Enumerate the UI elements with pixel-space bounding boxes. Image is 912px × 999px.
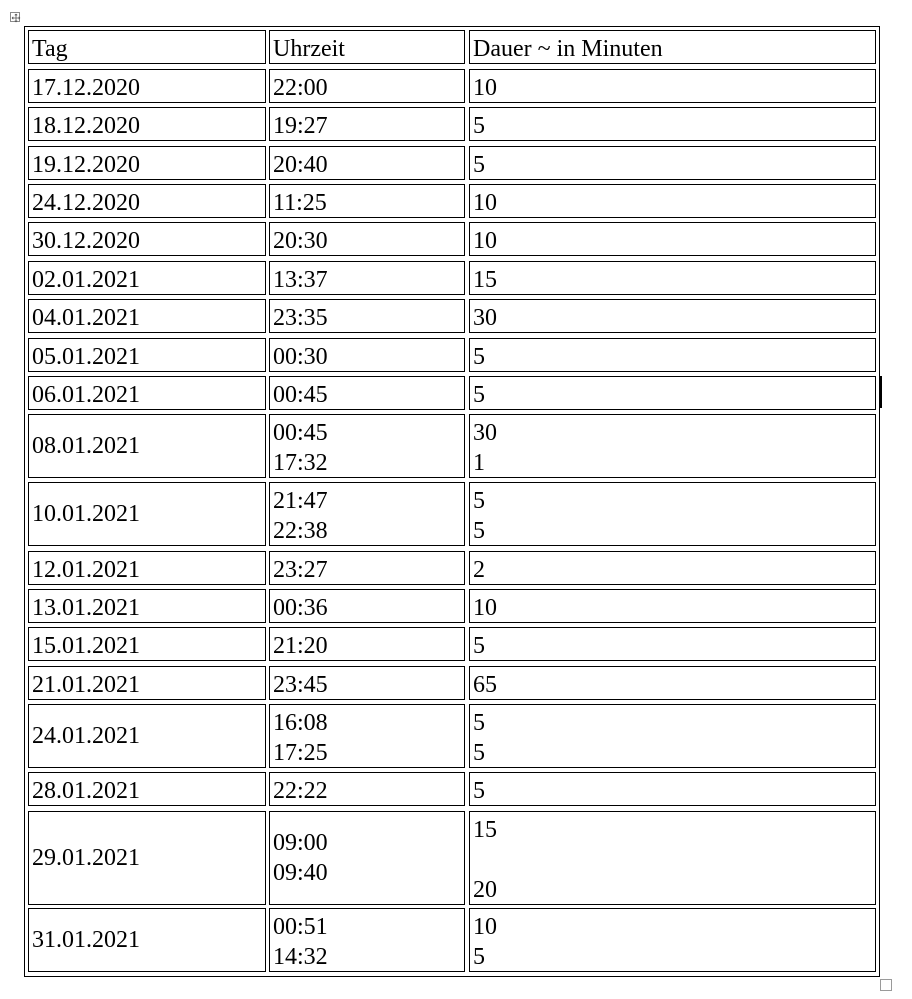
dauer-cell[interactable]	[469, 589, 876, 623]
tag-cell[interactable]	[28, 107, 266, 141]
uhrzeit-cell-text	[273, 593, 328, 623]
uhrzeit-cell-line: 23:45	[273, 672, 328, 698]
uhrzeit-cell[interactable]	[269, 69, 465, 103]
dauer-cell-line: 10	[473, 75, 497, 101]
dauer-cell[interactable]	[469, 627, 876, 661]
dauer-cell-text	[473, 486, 485, 546]
uhrzeit-cell-text	[273, 418, 328, 478]
dauer-cell-line: 1	[473, 450, 485, 476]
tag-cell-line: 31.01.2021	[32, 927, 140, 953]
uhrzeit-cell-line: 21:20	[273, 633, 328, 659]
uhrzeit-cell-line: 23:27	[273, 557, 328, 583]
dauer-cell-line: 10	[473, 595, 497, 621]
tag-cell-text	[32, 150, 140, 180]
uhrzeit-cell-text	[273, 631, 328, 661]
header-tag-cell-text	[32, 34, 68, 64]
uhrzeit-cell[interactable]	[269, 184, 465, 218]
tag-cell[interactable]	[28, 482, 266, 546]
uhrzeit-cell-line: 17:25	[273, 740, 328, 766]
uhrzeit-cell-line: 00:36	[273, 595, 328, 621]
tag-cell-text	[32, 776, 140, 806]
dauer-cell[interactable]	[469, 376, 876, 410]
tag-cell[interactable]	[28, 589, 266, 623]
tag-cell-text	[32, 843, 140, 873]
uhrzeit-cell[interactable]	[269, 627, 465, 661]
uhrzeit-cell-line: 13:37	[273, 267, 328, 293]
tag-cell-line: 12.01.2021	[32, 557, 140, 583]
dauer-cell[interactable]	[469, 811, 876, 905]
dauer-cell[interactable]	[469, 107, 876, 141]
tag-cell-line: 28.01.2021	[32, 778, 140, 804]
uhrzeit-cell-line: 00:30	[273, 344, 328, 370]
uhrzeit-cell[interactable]	[269, 376, 465, 410]
uhrzeit-cell-line: 22:38	[273, 518, 328, 544]
tag-cell-line: 15.01.2021	[32, 633, 140, 659]
text-cursor-marker	[880, 376, 882, 408]
uhrzeit-cell[interactable]	[269, 414, 465, 478]
tag-cell-line: 24.01.2021	[32, 723, 140, 749]
tag-cell[interactable]	[28, 338, 266, 372]
uhrzeit-cell[interactable]	[269, 338, 465, 372]
uhrzeit-cell-text	[273, 828, 328, 888]
uhrzeit-cell-text	[273, 708, 328, 768]
tag-cell[interactable]	[28, 222, 266, 256]
dauer-cell-text	[473, 593, 497, 623]
uhrzeit-cell[interactable]	[269, 222, 465, 256]
tag-cell[interactable]	[28, 666, 266, 700]
tag-cell-text	[32, 631, 140, 661]
dauer-cell-line: 5	[473, 710, 485, 736]
dauer-cell[interactable]	[469, 338, 876, 372]
tag-cell[interactable]	[28, 908, 266, 972]
dauer-cell[interactable]	[469, 704, 876, 768]
dauer-cell[interactable]	[469, 261, 876, 295]
uhrzeit-cell-text	[273, 912, 328, 972]
tag-cell[interactable]	[28, 69, 266, 103]
dauer-cell-text	[473, 303, 497, 333]
tag-cell-text	[32, 721, 140, 751]
tag-cell-text	[32, 593, 140, 623]
dauer-cell-line: 10	[473, 914, 497, 940]
tag-cell[interactable]	[28, 261, 266, 295]
tag-cell-text	[32, 925, 140, 955]
uhrzeit-cell[interactable]	[269, 908, 465, 972]
uhrzeit-cell-text	[273, 226, 328, 256]
uhrzeit-cell-line: 17:32	[273, 450, 328, 476]
table-move-handle-icon[interactable]	[10, 12, 20, 22]
header-dauer-cell-text	[473, 34, 663, 64]
uhrzeit-cell-line: 16:08	[273, 710, 328, 736]
tag-cell[interactable]	[28, 414, 266, 478]
dauer-cell[interactable]	[469, 69, 876, 103]
tag-cell[interactable]	[28, 184, 266, 218]
header-uhrzeit-cell-text	[273, 34, 345, 64]
dauer-cell-text	[473, 631, 485, 661]
header-uhrzeit-cell[interactable]	[269, 30, 465, 64]
dauer-cell-line: 5	[473, 518, 485, 544]
uhrzeit-cell-text	[273, 111, 328, 141]
uhrzeit-cell-text	[273, 776, 328, 806]
uhrzeit-cell-text	[273, 670, 328, 700]
dauer-cell-line: 5	[473, 152, 485, 178]
dauer-cell[interactable]	[469, 666, 876, 700]
dauer-cell[interactable]	[469, 772, 876, 806]
tag-cell[interactable]	[28, 811, 266, 905]
uhrzeit-cell-text	[273, 265, 328, 295]
dauer-cell[interactable]	[469, 184, 876, 218]
header-tag-cell-line: Tag	[32, 36, 68, 62]
dauer-cell-text	[473, 380, 485, 410]
tag-cell-line: 04.01.2021	[32, 305, 140, 331]
dauer-cell[interactable]	[469, 414, 876, 478]
uhrzeit-cell-line: 14:32	[273, 944, 328, 970]
dauer-cell-text	[473, 815, 497, 905]
uhrzeit-cell[interactable]	[269, 551, 465, 585]
tag-cell-text	[32, 265, 140, 295]
dauer-cell-line: 5	[473, 633, 485, 659]
dauer-cell-line: 65	[473, 672, 497, 698]
tag-cell[interactable]	[28, 772, 266, 806]
dauer-cell-text	[473, 188, 497, 218]
uhrzeit-cell[interactable]	[269, 146, 465, 180]
uhrzeit-cell-line: 00:51	[273, 914, 328, 940]
dauer-cell-line: 5	[473, 778, 485, 804]
header-dauer-cell-line: Dauer ~ in Minuten	[473, 36, 663, 62]
uhrzeit-cell[interactable]	[269, 482, 465, 546]
tag-cell-line: 18.12.2020	[32, 113, 140, 139]
uhrzeit-cell[interactable]	[269, 772, 465, 806]
dauer-cell-text	[473, 708, 485, 768]
tag-cell-text	[32, 226, 140, 256]
tag-cell-line: 19.12.2020	[32, 152, 140, 178]
uhrzeit-cell-line: 00:45	[273, 420, 328, 446]
dauer-cell[interactable]	[469, 482, 876, 546]
tag-cell-text	[32, 670, 140, 700]
uhrzeit-cell-line: 21:47	[273, 488, 328, 514]
uhrzeit-cell[interactable]	[269, 704, 465, 768]
dauer-cell-line: 30	[473, 305, 497, 331]
dauer-cell-line: 5	[473, 382, 485, 408]
uhrzeit-cell-text	[273, 303, 328, 333]
uhrzeit-cell[interactable]	[269, 666, 465, 700]
header-tag-cell[interactable]	[28, 30, 266, 64]
dauer-cell-line: 5	[473, 344, 485, 370]
tag-cell-line: 10.01.2021	[32, 501, 140, 527]
dauer-cell-line: 10	[473, 190, 497, 216]
uhrzeit-cell-line: 09:40	[273, 860, 328, 886]
uhrzeit-cell-text	[273, 486, 328, 546]
table-resize-handle-icon[interactable]	[880, 979, 892, 991]
dauer-cell-line: 20	[473, 877, 497, 903]
header-uhrzeit-cell-line: Uhrzeit	[273, 36, 345, 62]
uhrzeit-cell-text	[273, 555, 328, 585]
dauer-cell-text	[473, 265, 497, 295]
uhrzeit-cell-line: 00:45	[273, 382, 328, 408]
dauer-cell[interactable]	[469, 551, 876, 585]
dauer-cell[interactable]	[469, 908, 876, 972]
dauer-cell-text	[473, 418, 497, 478]
uhrzeit-cell[interactable]	[269, 811, 465, 905]
dauer-cell[interactable]	[469, 222, 876, 256]
tag-cell-line: 29.01.2021	[32, 845, 140, 871]
uhrzeit-cell-text	[273, 150, 328, 180]
dauer-cell-line: 5	[473, 113, 485, 139]
tag-cell-line: 13.01.2021	[32, 595, 140, 621]
tag-cell-text	[32, 380, 140, 410]
dauer-cell-text	[473, 150, 485, 180]
tag-cell-line: 21.01.2021	[32, 672, 140, 698]
uhrzeit-cell-line: 22:22	[273, 778, 328, 804]
dauer-cell-line: 30	[473, 420, 497, 446]
uhrzeit-cell-line: 20:30	[273, 228, 328, 254]
uhrzeit-cell-line: 19:27	[273, 113, 328, 139]
dauer-cell-line: 2	[473, 557, 485, 583]
header-dauer-cell[interactable]	[469, 30, 876, 64]
uhrzeit-cell[interactable]	[269, 107, 465, 141]
tag-cell-text	[32, 342, 140, 372]
uhrzeit-cell-text	[273, 73, 328, 103]
tag-cell-text	[32, 499, 140, 529]
uhrzeit-cell-text	[273, 342, 328, 372]
dauer-cell-text	[473, 111, 485, 141]
tag-cell-line: 02.01.2021	[32, 267, 140, 293]
uhrzeit-cell-line: 23:35	[273, 305, 328, 331]
uhrzeit-cell-text	[273, 188, 327, 218]
tag-cell-line: 17.12.2020	[32, 75, 140, 101]
uhrzeit-cell[interactable]	[269, 299, 465, 333]
dauer-cell-line: 5	[473, 740, 485, 766]
dauer-cell-text	[473, 776, 485, 806]
uhrzeit-cell-text	[273, 380, 328, 410]
dauer-cell-text	[473, 73, 497, 103]
tag-cell-text	[32, 111, 140, 141]
tag-cell-text	[32, 188, 140, 218]
tag-cell-line: 24.12.2020	[32, 190, 140, 216]
tag-cell-text	[32, 555, 140, 585]
dauer-cell-line: 5	[473, 488, 485, 514]
dauer-cell-text	[473, 670, 497, 700]
uhrzeit-cell-line: 11:25	[273, 190, 327, 216]
uhrzeit-cell-line: 20:40	[273, 152, 328, 178]
tag-cell-line: 08.01.2021	[32, 433, 140, 459]
dauer-cell-line	[473, 845, 497, 875]
tag-cell-text	[32, 303, 140, 333]
uhrzeit-cell-line: 22:00	[273, 75, 328, 101]
dauer-cell-text	[473, 342, 485, 372]
dauer-cell-line: 15	[473, 817, 497, 843]
dauer-cell-text	[473, 555, 485, 585]
tag-cell[interactable]	[28, 627, 266, 661]
dauer-cell[interactable]	[469, 299, 876, 333]
dauer-cell-text	[473, 912, 497, 972]
tag-cell[interactable]	[28, 704, 266, 768]
tag-cell[interactable]	[28, 146, 266, 180]
uhrzeit-cell[interactable]	[269, 261, 465, 295]
tag-cell[interactable]	[28, 376, 266, 410]
tag-cell-line: 05.01.2021	[32, 344, 140, 370]
dauer-cell[interactable]	[469, 146, 876, 180]
dauer-cell-line: 15	[473, 267, 497, 293]
tag-cell-text	[32, 431, 140, 461]
tag-cell[interactable]	[28, 299, 266, 333]
dauer-cell-text	[473, 226, 497, 256]
dauer-cell-line: 5	[473, 944, 485, 970]
tag-cell-line: 06.01.2021	[32, 382, 140, 408]
uhrzeit-cell[interactable]	[269, 589, 465, 623]
tag-cell-line: 30.12.2020	[32, 228, 140, 254]
tag-cell[interactable]	[28, 551, 266, 585]
uhrzeit-cell-line: 09:00	[273, 830, 328, 856]
tag-cell-text	[32, 73, 140, 103]
dauer-cell-line: 10	[473, 228, 497, 254]
